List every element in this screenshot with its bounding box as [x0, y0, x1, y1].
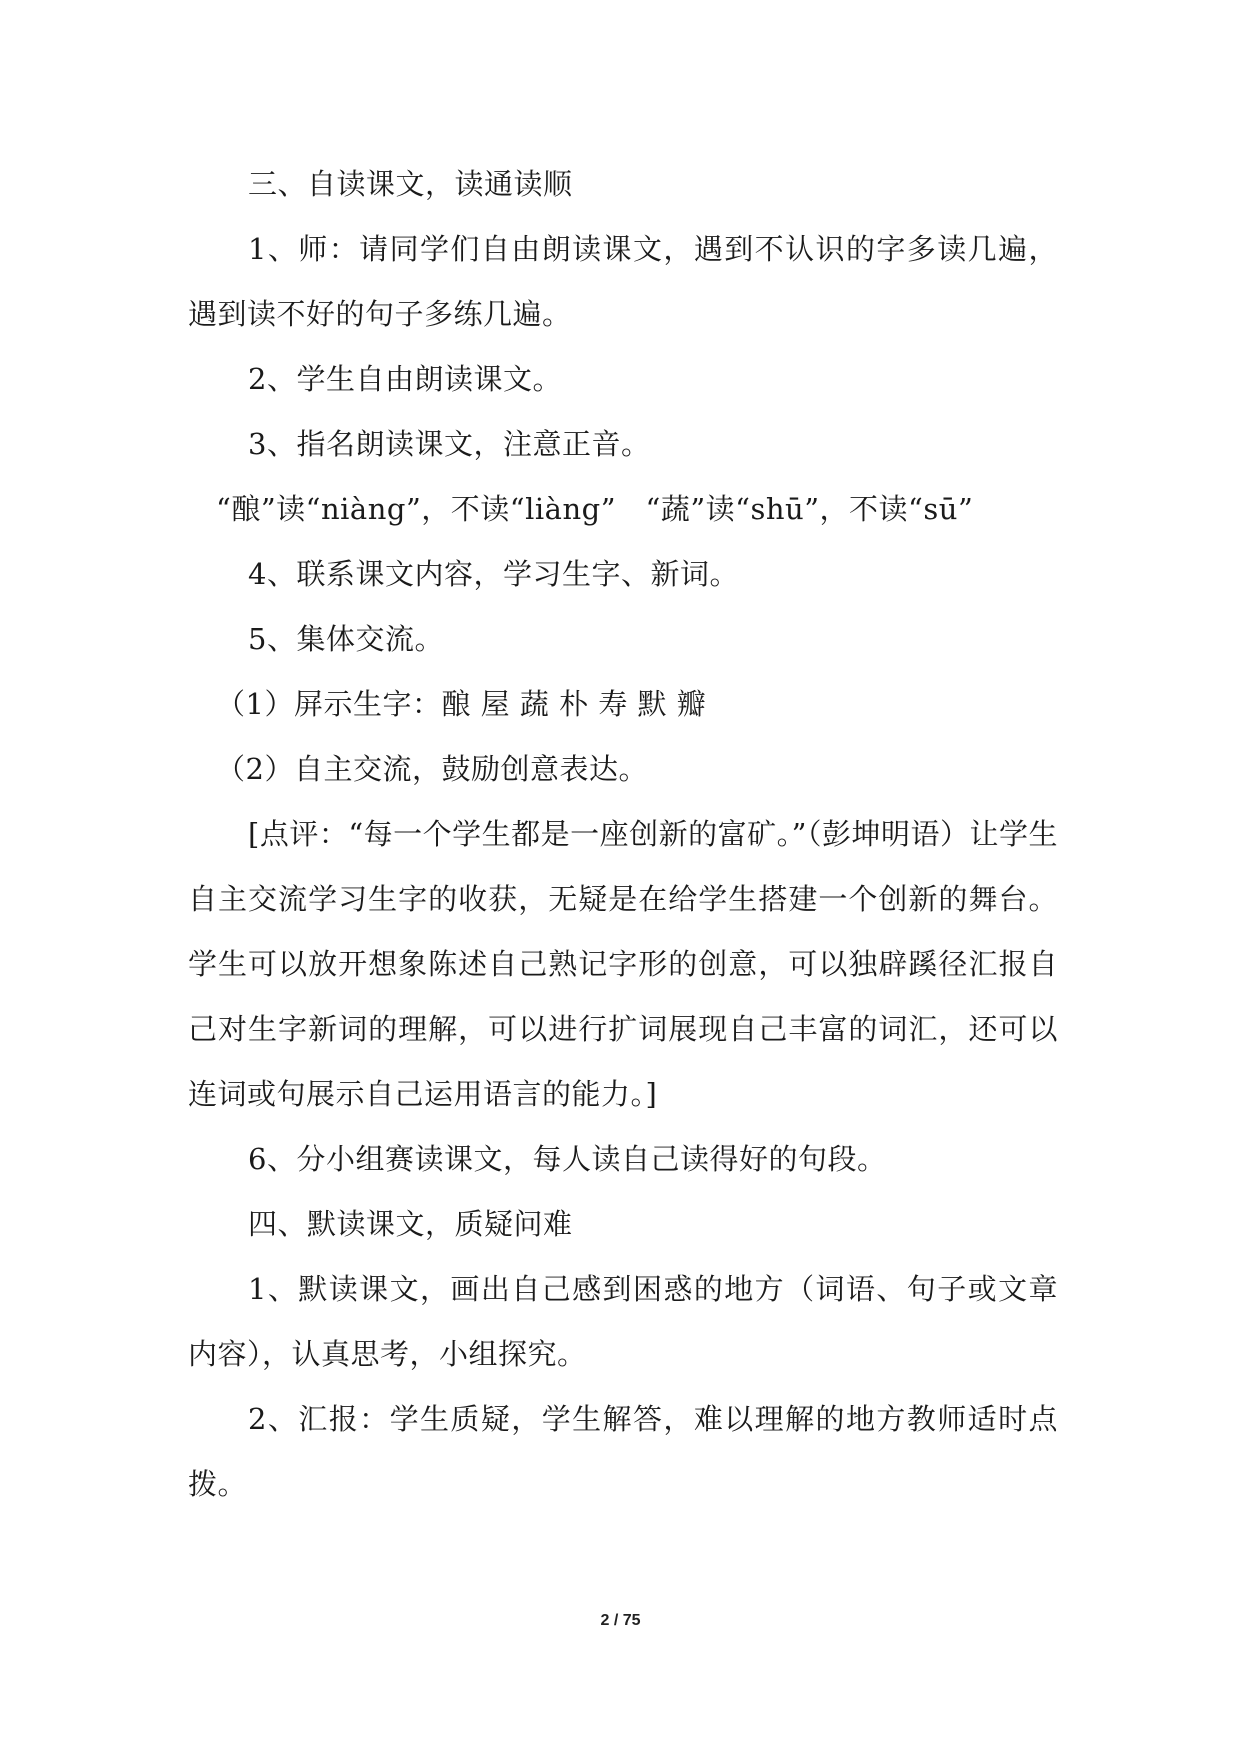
- page-number: 2 / 75: [600, 1612, 641, 1629]
- paragraph-free-exchange: （2）自主交流，鼓励创意表达。: [216, 752, 648, 786]
- paragraph-commentary: [点评：“每一个学生都是一座创新的富矿。”（彭坤明语）让学生自主交流学习生字的收获，无疑是在给学生搭建一个创新的舞台。学生可以放开想象陈述自己熟记字形的创意，可以独辟蹊径汇报自己对生字新词的理解，可以进行扩词展现自己丰富的词汇，还可以连词或句展示自己运用语言的能力。]: [188, 817, 1058, 1111]
- paragraph-group-exchange: 5、集体交流。: [248, 622, 444, 656]
- paragraph-pronunciation: 3、指名朗读课文，注意正音。: [248, 427, 651, 461]
- paragraph-group-reading: 6、分小组赛读课文，每人读自己读得好的句段。: [248, 1142, 887, 1176]
- paragraph-new-words: 4、联系课文内容，学习生字、新词。: [248, 557, 739, 591]
- paragraph-pinyin-notes: “酿”读“niàng”，不读“liàng” “蔬”读“shū”，不读“sū”: [216, 492, 974, 526]
- section-heading-self-reading: 三、自读课文，读通读顺: [248, 167, 573, 201]
- paragraph-show-characters: （1）屏示生字：酿 屋 蔬 朴 寿 默 瓣: [216, 687, 707, 721]
- paragraph-mark-confusion: 1、默读课文，画出自己感到困惑的地方（词语、句子或文章内容），认真思考，小组探究。: [188, 1272, 1058, 1371]
- document-body: [188, 152, 1058, 1517]
- paragraph-report: 2、汇报：学生质疑，学生解答，难以理解的地方教师适时点拨。: [188, 1402, 1058, 1501]
- paragraph-students-read: 2、学生自由朗读课文。: [248, 362, 562, 396]
- paragraph-teacher-instruction: 1、师：请同学们自由朗读课文，遇到不认识的字多读几遍，遇到读不好的句子多练几遍。: [188, 232, 1058, 331]
- section-heading-silent-reading: 四、默读课文，质疑问难: [248, 1207, 573, 1241]
